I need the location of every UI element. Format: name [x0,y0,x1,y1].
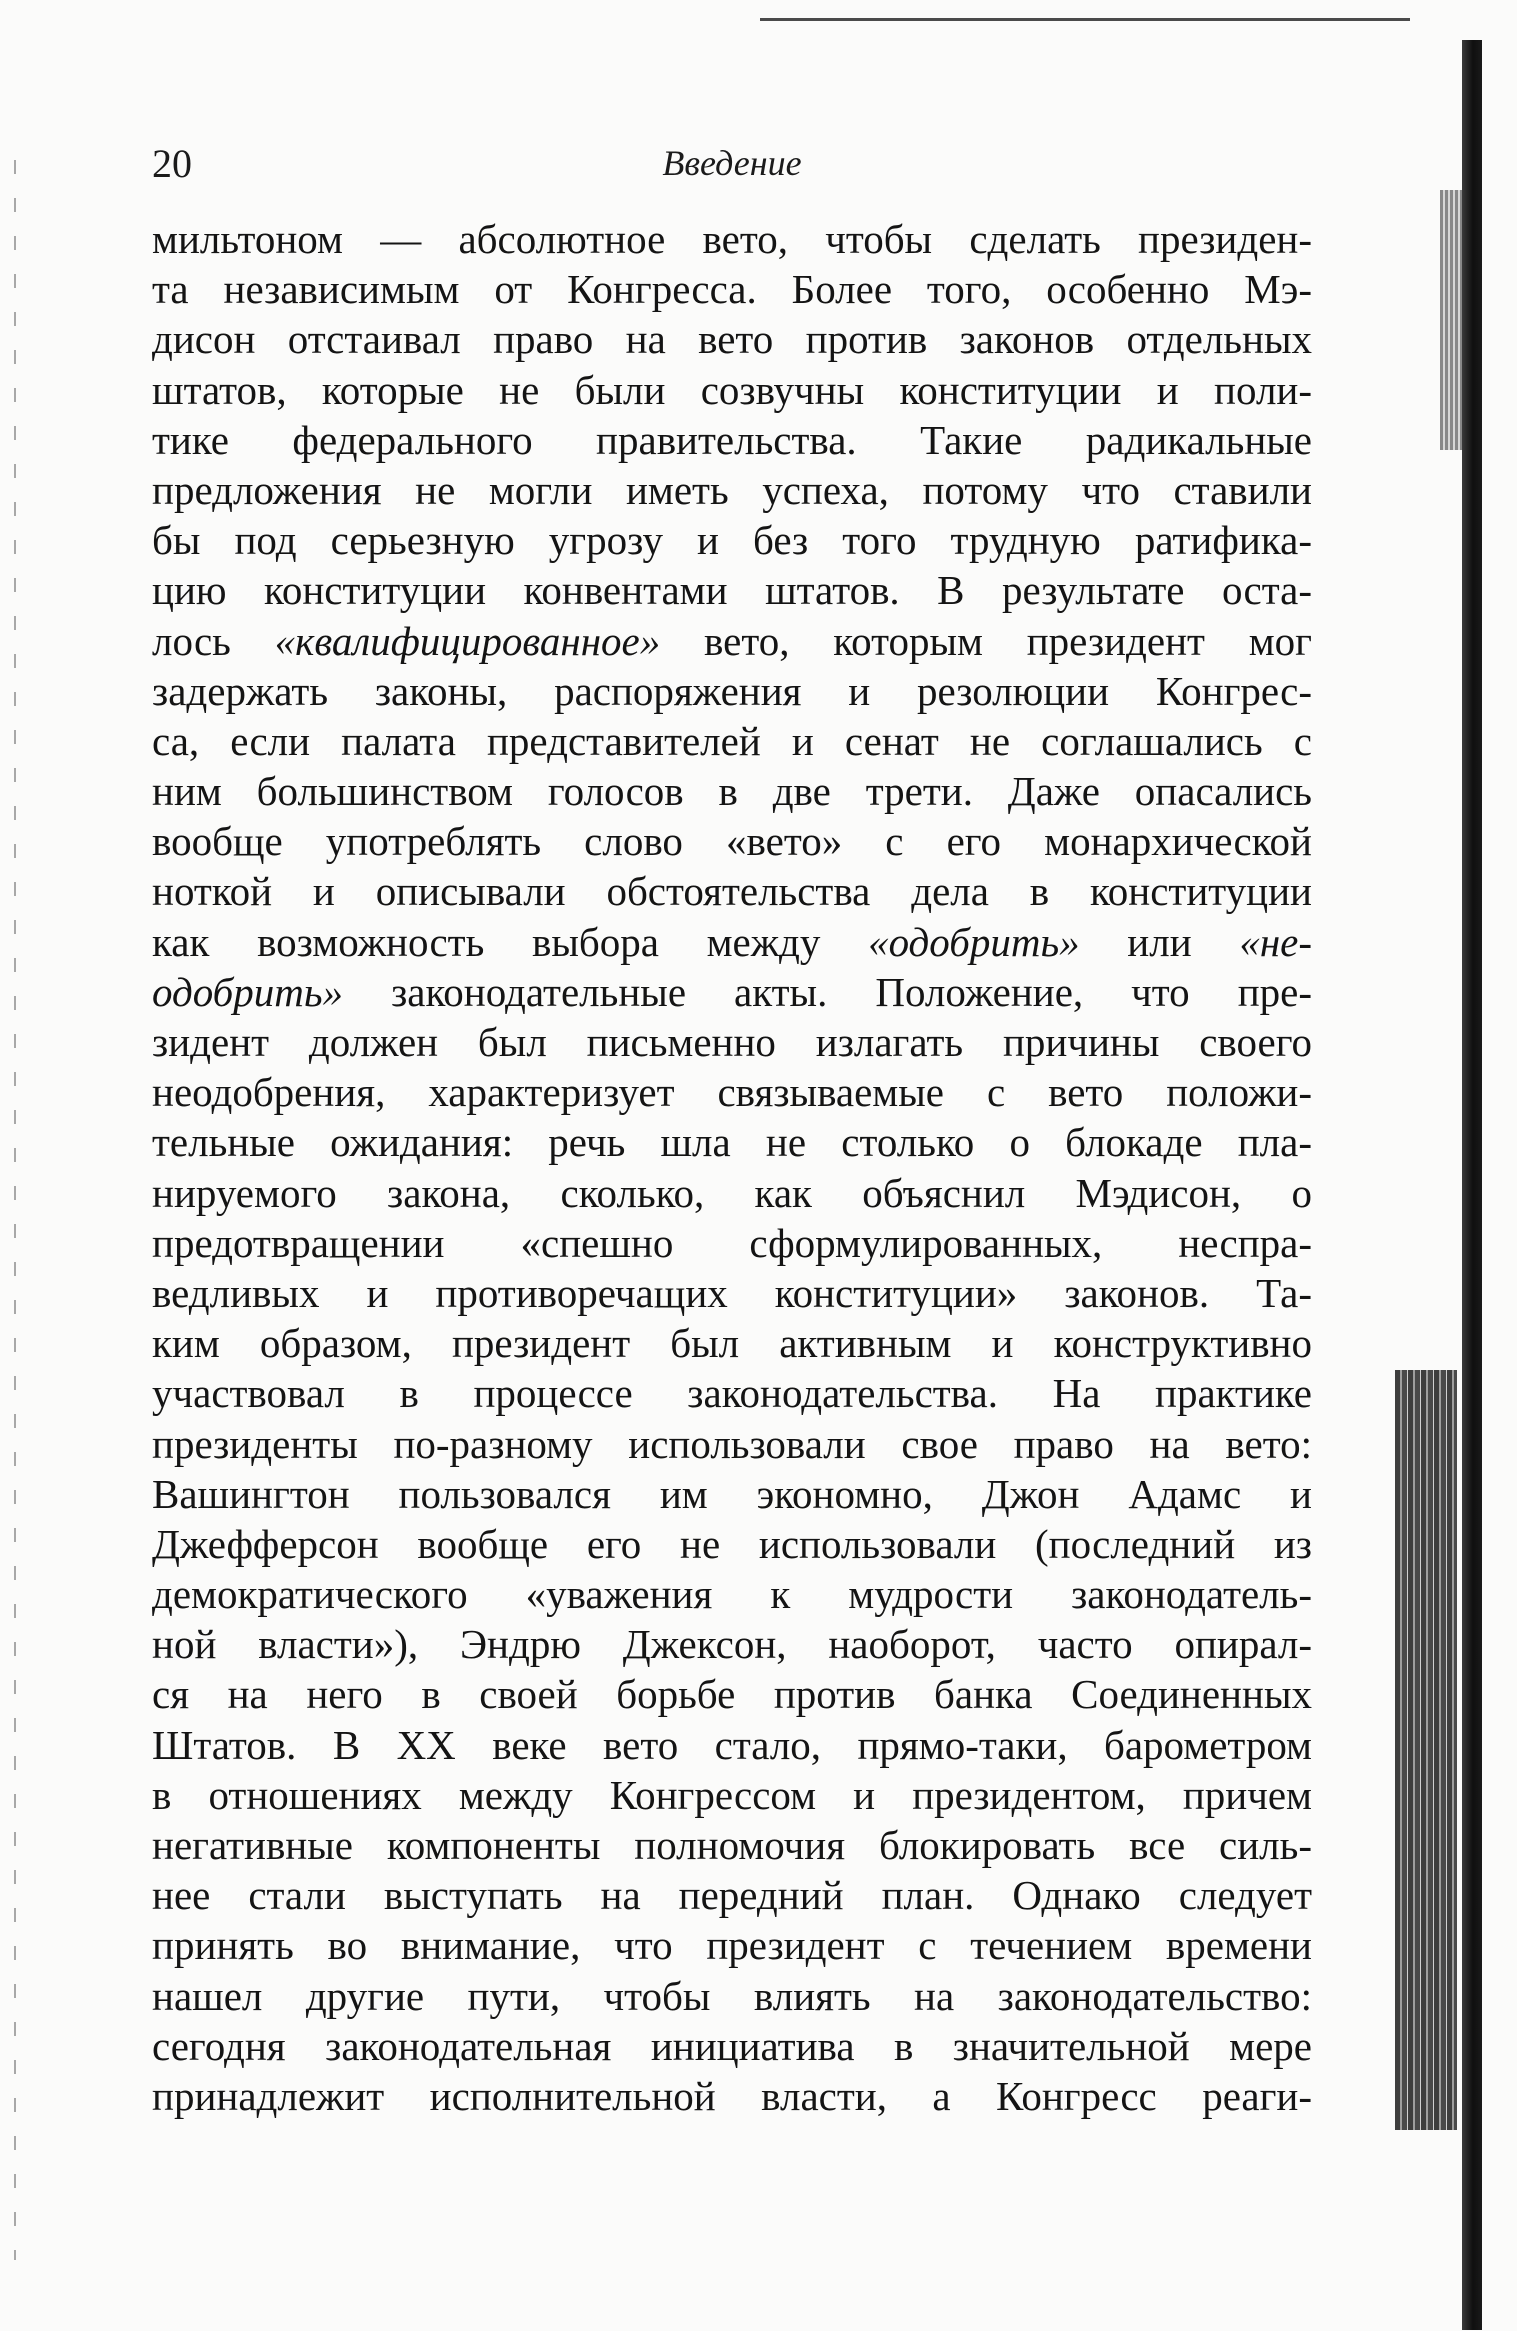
text-run: неодобрения, характеризует связываемые с вето положи- [152,1069,1312,1116]
text-run: как возможность выбора между [152,918,869,965]
italic-text: «квалифицированное» [274,617,661,664]
text-run: ким образом, президент был активным и конструктивно [152,1320,1312,1367]
body-text [152,214,1312,2121]
text-run: мильтоном — абсолютное вето, чтобы сделать президен- [152,216,1312,262]
text-run: дисон отстаивал право на вето против законов отдельных [152,316,1312,363]
text-line [152,917,1312,967]
text-line [152,465,1312,515]
text-run: лось [152,617,275,664]
page-header [152,140,1312,200]
text-line [152,1870,1312,1920]
text-run: Джефферсон вообще его не использовали (последний из [152,1520,1312,1567]
text-run: нируемого закона, сколько, как объяснил Мэдисон, о [152,1169,1312,1216]
text-run: предложения не могли иметь успеха, потому что ставили [152,466,1312,513]
text-run: предотвращении «спешно сформулированных, неспра- [152,1219,1312,1266]
text-line [152,1619,1312,1669]
text-run: сегодня законодательная инициатива в значительной мере [152,2022,1312,2069]
scan-right-edge [1462,40,1482,2330]
text-line [152,766,1312,816]
text-run: президенты по-разному использовали свое право на вето: [152,1420,1312,1467]
text-run: цию конституции конвентами штатов. В результате оста- [152,567,1312,614]
text-run: тельные ожидания: речь шла не столько о блокаде пла- [152,1119,1312,1166]
text-run: та независимым от Конгресса. Более того, особенно Мэ- [152,266,1312,313]
text-line [152,666,1312,716]
text-run: тике федерального правительства. Такие радикальные [152,416,1312,463]
text-line [152,816,1312,866]
text-line [152,2071,1312,2121]
text-line [152,1168,1312,1218]
scan-top-rule [760,18,1410,21]
running-head: Введение [662,143,802,183]
text-line [152,1669,1312,1719]
text-run: вообще употреблять слово «вето» с его монархической [152,818,1312,865]
text-run: принять во внимание, что президент с течением времени [152,1922,1312,1969]
text-line [152,866,1312,916]
text-run: бы под серьезную угрозу и без того трудную ратифика- [152,517,1312,564]
text-run: штатов, которые не были созвучны конституции и поли- [152,366,1312,413]
text-line [152,1419,1312,1469]
text-line [152,1720,1312,1770]
text-line [152,1971,1312,2021]
text-run: нее стали выступать на передний план. Однако следует [152,1872,1312,1919]
text-run: ся на него в своей борьбе против банка Соединенных [152,1671,1312,1718]
text-run: участвовал в процессе законодательства. На практике [152,1370,1312,1417]
text-run: вето, которым президент мог [660,617,1312,664]
text-line [152,1770,1312,1820]
text-line [152,1368,1312,1418]
text-run: Штатов. В XX веке вето стало, прямо-таки, барометром [152,1721,1312,1768]
text-line [152,1218,1312,1268]
text-run: задержать законы, распоряжения и резолюции Конгрес- [152,667,1312,714]
text-run: зидент должен был письменно излагать причины своего [152,1019,1312,1065]
text-run: са, если палата представителей и сенат не соглашались с [152,717,1312,764]
scan-right-edge-shadow [1395,1370,1457,2130]
text-line [152,1820,1312,1870]
text-line [152,565,1312,615]
text-run: негативные компоненты полномочия блокировать все силь- [152,1822,1312,1868]
text-line [152,264,1312,314]
scan-left-edge [14,160,16,2260]
text-line [152,1519,1312,1569]
text-line [152,1920,1312,1970]
text-run: законодательные акты. Положение, что пре- [343,968,1312,1015]
text-run: ноткой и описывали обстоятельства дела в конституции [152,868,1312,915]
text-line [152,1569,1312,1619]
text-run: демократического «уважения к мудрости законодатель- [152,1571,1312,1618]
text-run: ной власти»), Эндрю Джексон, наоборот, часто опирал- [152,1621,1312,1668]
text-line [152,716,1312,766]
text-line [152,2021,1312,2071]
text-line [152,1318,1312,1368]
text-line [152,1017,1312,1067]
text-line [152,967,1312,1017]
page-number: 20 [152,141,192,186]
text-run: ним большинством голосов в две трети. Даже опасались [152,768,1312,815]
italic-text: «одобрить» [868,918,1080,965]
text-run: принадлежит исполнительной власти, а Конгресс реаги- [152,2072,1312,2119]
text-line [152,1067,1312,1117]
text-run: Вашингтон пользовался им экономно, Джон Адамс и [152,1470,1312,1517]
text-line [152,1268,1312,1318]
text-line [152,1469,1312,1519]
text-line [152,365,1312,415]
text-line [152,415,1312,465]
text-line [152,314,1312,364]
text-line [152,1117,1312,1167]
scan-right-edge-top [1440,190,1464,450]
text-run: или [1079,918,1240,965]
text-run: нашел другие пути, чтобы влиять на законодательство: [152,1972,1312,2019]
text-line [152,616,1312,666]
text-run: ведливых и противоречащих конституции» законов. Та- [152,1269,1312,1316]
italic-text: одобрить» [152,968,344,1015]
text-line [152,515,1312,565]
italic-text: «не- [1239,918,1313,965]
text-line [152,214,1312,264]
text-run: в отношениях между Конгрессом и президентом, причем [152,1771,1312,1818]
